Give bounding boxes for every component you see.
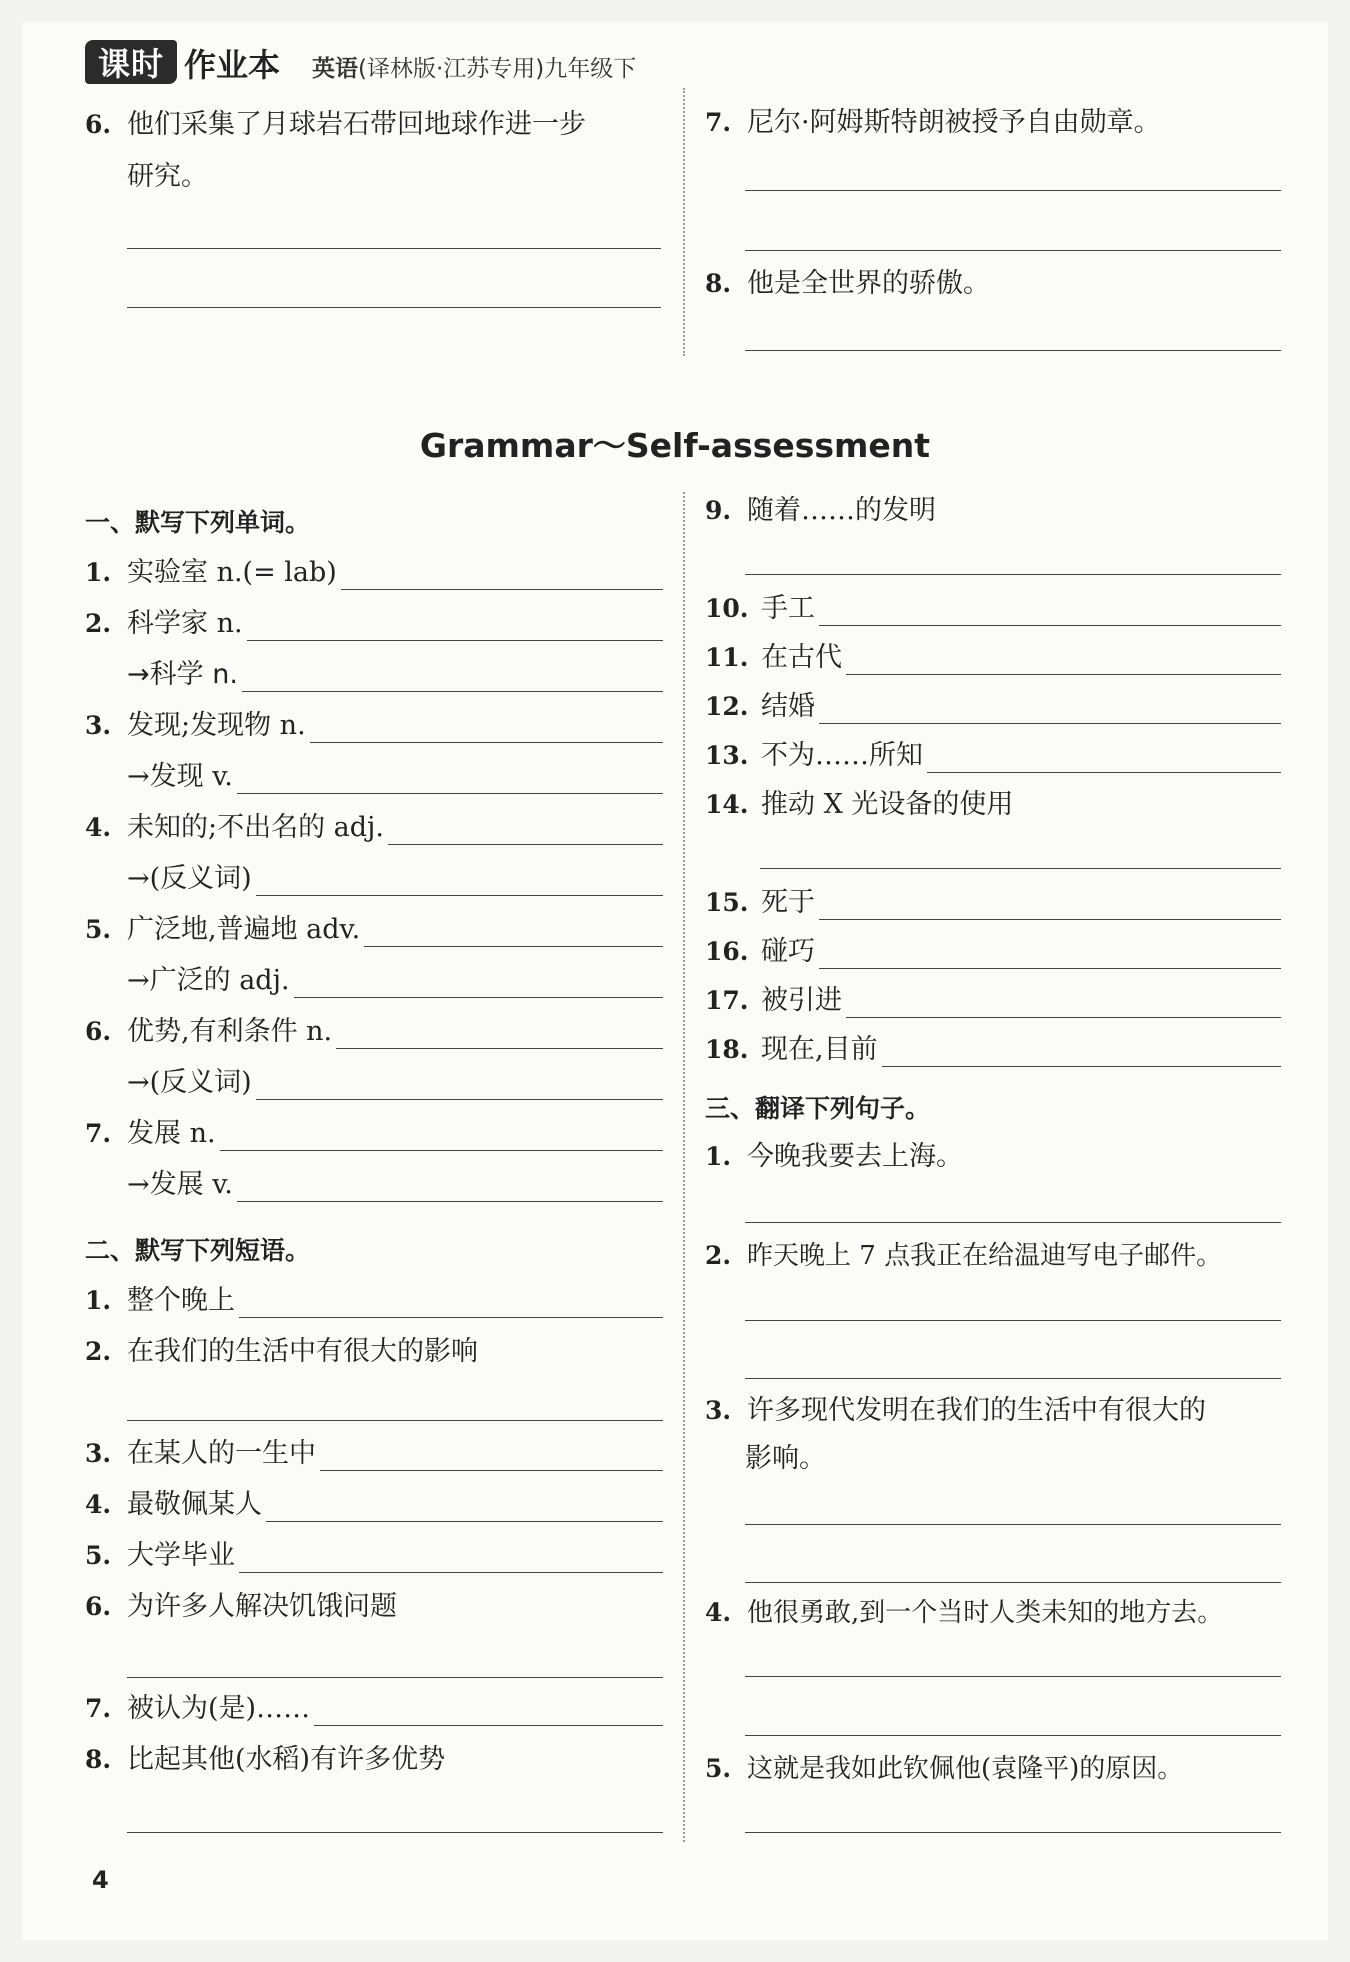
section-3-heading: 三、翻译下列句子。 xyxy=(705,1094,931,1123)
brand-logo: 课时 xyxy=(85,40,177,84)
answer-line[interactable] xyxy=(745,1222,1281,1223)
subject-label: 英语(译林版·江苏专用)九年级下 xyxy=(312,56,637,82)
answer-blank[interactable] xyxy=(927,748,1281,773)
word-item: 5. 广泛地,普遍地 adv. xyxy=(85,913,663,947)
section-2-heading: 二、默写下列短语。 xyxy=(85,1236,311,1265)
brand-name: 作业本 xyxy=(184,46,281,84)
answer-blank[interactable] xyxy=(256,871,663,896)
answer-blank[interactable] xyxy=(294,973,663,998)
phrase-item: 7. 被认为(是)…… xyxy=(85,1692,663,1726)
answer-line[interactable] xyxy=(127,1832,663,1833)
column-divider-main xyxy=(683,492,685,1842)
answer-line[interactable] xyxy=(745,1378,1281,1379)
translate-item: 3. 许多现代发明在我们的生活中有很大的 xyxy=(705,1395,1206,1426)
phrase-item: 1. 整个晚上 xyxy=(85,1284,663,1318)
phrase-item: 17. 被引进 xyxy=(705,984,1281,1018)
word-item: 1. 实验室 n.(= lab) xyxy=(85,556,663,590)
section-title: Grammar～Self-assessment xyxy=(419,426,931,465)
word-item: →发现 v. xyxy=(127,760,663,794)
translate-item: 2. 昨天晚上 7 点我正在给温迪写电子邮件。 xyxy=(705,1241,1223,1271)
answer-blank[interactable] xyxy=(846,650,1281,675)
answer-blank[interactable] xyxy=(220,1126,663,1151)
phrase-item: 10. 手工 xyxy=(705,592,1281,626)
answer-line[interactable] xyxy=(745,350,1281,351)
top-question-8: 8. 他是全世界的骄傲。 xyxy=(705,268,990,299)
phrase-item: 13. 不为……所知 xyxy=(705,739,1281,773)
phrase-item: 16. 碰巧 xyxy=(705,935,1281,969)
phrase-item: 8. 比起其他(水稻)有许多优势 xyxy=(85,1744,446,1775)
answer-blank[interactable] xyxy=(237,769,663,794)
answer-line[interactable] xyxy=(127,1420,663,1421)
phrase-item: 5. 大学毕业 xyxy=(85,1539,663,1573)
answer-blank[interactable] xyxy=(819,895,1281,920)
word-item: 4. 未知的;不出名的 adj. xyxy=(85,811,663,845)
column-divider-top xyxy=(683,88,685,356)
page-number: 4 xyxy=(92,1866,109,1894)
answer-line[interactable] xyxy=(745,250,1281,251)
answer-blank[interactable] xyxy=(247,616,663,641)
translate-item: 1. 今晚我要去上海。 xyxy=(705,1141,963,1172)
answer-blank[interactable] xyxy=(256,1075,663,1100)
phrase-item: 14. 推动 X 光设备的使用 xyxy=(705,789,1014,820)
phrase-item: 12. 结婚 xyxy=(705,690,1281,724)
phrase-item: 9. 随着……的发明 xyxy=(705,495,936,526)
word-item: 7. 发展 n. xyxy=(85,1117,663,1151)
answer-line[interactable] xyxy=(127,248,661,249)
answer-blank[interactable] xyxy=(819,699,1281,724)
translate-item: 4. 他很勇敢,到一个当时人类未知的地方去。 xyxy=(705,1598,1224,1628)
answer-blank[interactable] xyxy=(242,667,663,692)
phrase-item: 11. 在古代 xyxy=(705,641,1281,675)
word-item: →科学 n. xyxy=(127,658,663,692)
answer-blank[interactable] xyxy=(239,1548,663,1573)
answer-line[interactable] xyxy=(745,190,1281,191)
top-question-6: 6. 他们采集了月球岩石带回地球作进一步 xyxy=(85,109,586,140)
answer-blank[interactable] xyxy=(341,565,663,590)
answer-blank[interactable] xyxy=(320,1446,663,1471)
word-item: 3. 发现;发现物 n. xyxy=(85,709,663,743)
top-question-7: 7. 尼尔·阿姆斯特朗被授予自由勋章。 xyxy=(705,107,1161,138)
section-1-heading: 一、默写下列单词。 xyxy=(85,508,311,537)
word-item: →(反义词) xyxy=(127,1066,663,1100)
phrase-item: 15. 死于 xyxy=(705,886,1281,920)
answer-blank[interactable] xyxy=(388,820,663,845)
word-item: →发展 v. xyxy=(127,1168,663,1202)
word-item: →广泛的 adj. xyxy=(127,964,663,998)
translate-item: 5. 这就是我如此钦佩他(袁隆平)的原因。 xyxy=(705,1754,1184,1784)
answer-blank[interactable] xyxy=(314,1701,663,1726)
answer-blank[interactable] xyxy=(239,1293,663,1318)
answer-line[interactable] xyxy=(127,307,661,308)
phrase-item: 2. 在我们的生活中有很大的影响 xyxy=(85,1336,478,1367)
answer-blank[interactable] xyxy=(336,1024,663,1049)
answer-line[interactable] xyxy=(127,1677,663,1678)
answer-line[interactable] xyxy=(745,1676,1281,1677)
phrase-item: 6. 为许多人解决饥饿问题 xyxy=(85,1591,397,1622)
answer-blank[interactable] xyxy=(819,601,1281,626)
answer-blank[interactable] xyxy=(882,1042,1281,1067)
phrase-item: 4. 最敬佩某人 xyxy=(85,1488,663,1522)
answer-blank[interactable] xyxy=(819,944,1281,969)
answer-blank[interactable] xyxy=(266,1497,663,1522)
answer-line[interactable] xyxy=(745,1735,1281,1736)
answer-blank[interactable] xyxy=(846,993,1281,1018)
word-item: →(反义词) xyxy=(127,862,663,896)
answer-line[interactable] xyxy=(745,1832,1281,1833)
answer-line[interactable] xyxy=(745,1524,1281,1525)
translate-item-cont: 影响。 xyxy=(745,1443,826,1474)
phrase-item: 18. 现在,目前 xyxy=(705,1033,1281,1067)
top-question-6-cont: 研究。 xyxy=(127,161,208,192)
word-item: 6. 优势,有利条件 n. xyxy=(85,1015,663,1049)
phrase-item: 3. 在某人的一生中 xyxy=(85,1437,663,1471)
answer-blank[interactable] xyxy=(310,718,663,743)
answer-line[interactable] xyxy=(745,1320,1281,1321)
word-item: 2. 科学家 n. xyxy=(85,607,663,641)
answer-line[interactable] xyxy=(745,1582,1281,1583)
answer-line[interactable] xyxy=(760,868,1281,869)
answer-line[interactable] xyxy=(745,574,1281,575)
answer-blank[interactable] xyxy=(364,922,663,947)
answer-blank[interactable] xyxy=(237,1177,663,1202)
